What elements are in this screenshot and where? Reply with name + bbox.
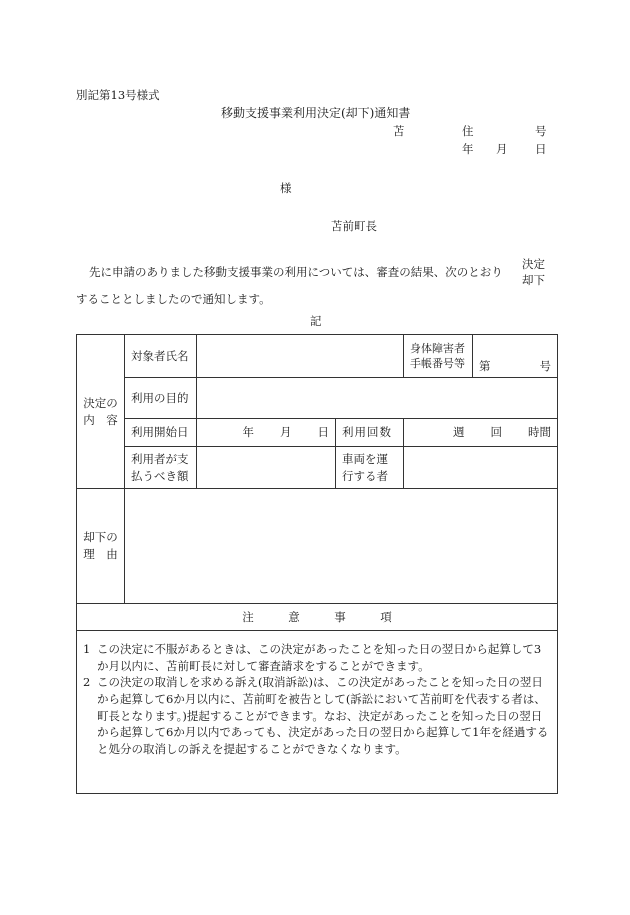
row-start-date	[77, 419, 558, 447]
notes-body	[77, 631, 558, 794]
handbook-label: 身体障害者 手帳番号等	[404, 335, 473, 378]
driver-field[interactable]	[404, 447, 558, 489]
form-number: 別記第13号様式	[76, 88, 160, 102]
subject-name-label: 対象者氏名	[125, 335, 197, 378]
start-year: 年	[242, 425, 254, 440]
date-year-label: 年	[462, 142, 474, 156]
rejection-reason-label: 却下の 理 由	[77, 489, 125, 604]
doc-number-middle: 住	[462, 124, 474, 138]
frequency-label: 利用回数	[336, 419, 404, 447]
issuer-name: 苫前町長	[331, 219, 377, 233]
row-subject-name	[77, 335, 558, 378]
choice-decision: 決定	[522, 257, 545, 271]
handbook-suffix: 号	[539, 359, 552, 374]
driver-label: 車両を運 行する者	[336, 447, 404, 489]
note-item: 2 この決定の取消しを求める訴え(取消訴訟)は、この決定があったことを知った日の翌日から起算して6か月以内に、苫前町を被告として(訴訟において苫前町を代表する者は、町長となります。)提起することができます。なお、決定があったことを知った日の翌日から起算して6か月以内であっても、決定があった日の翌日から起算して1年を経過すると処分の取消しの訴えを提起することができなくなります。	[83, 675, 549, 757]
rejection-reason-field[interactable]	[125, 489, 558, 604]
decision-content-label: 決定の 内 容	[77, 335, 125, 489]
purpose-field[interactable]	[197, 378, 558, 419]
payment-label: 利用者が支 払うべき額	[125, 447, 197, 489]
ki-label: 記	[310, 314, 322, 328]
body-line-2: することとしましたので通知します。	[76, 292, 271, 306]
note-item: 1 この決定に不服があるときは、この決定があったことを知った日の翌日から起算して3か月以内に、苫前町長に対して審査請求をすることができます。	[83, 642, 542, 673]
row-rejection-reason	[77, 489, 558, 604]
frequency-hours: 時間	[528, 425, 552, 440]
choice-rejection: 却下	[522, 273, 545, 287]
row-payment	[77, 447, 558, 489]
frequency-field[interactable]	[404, 419, 558, 447]
date-month-label: 月	[496, 142, 508, 156]
recipient-suffix: 様	[280, 181, 292, 195]
doc-number-prefix: 苫	[393, 124, 405, 138]
row-notes-header	[77, 604, 558, 631]
date-day-label: 日	[535, 142, 547, 156]
start-date-label: 利用開始日	[125, 419, 197, 447]
decision-form-table	[76, 334, 558, 794]
row-notes	[77, 631, 558, 794]
payment-field[interactable]	[197, 447, 336, 489]
start-date-field[interactable]	[197, 419, 336, 447]
handbook-prefix: 第	[479, 359, 491, 374]
row-purpose	[77, 378, 558, 419]
body-line-1: 先に申請のありました移動支援事業の利用については、審査の結果、次のとおり	[89, 265, 503, 279]
purpose-label: 利用の目的	[125, 378, 197, 419]
doc-number-suffix: 号	[535, 124, 547, 138]
start-month: 月	[280, 425, 292, 440]
notes-header: 注 意 事 項	[77, 604, 558, 631]
frequency-week: 週	[453, 425, 465, 440]
frequency-times: 回	[490, 425, 503, 440]
document-title: 移動支援事業利用決定(却下)通知書	[221, 106, 411, 120]
start-day: 日	[317, 425, 329, 440]
subject-name-field[interactable]	[197, 335, 404, 378]
handbook-number-field[interactable]	[473, 335, 558, 378]
